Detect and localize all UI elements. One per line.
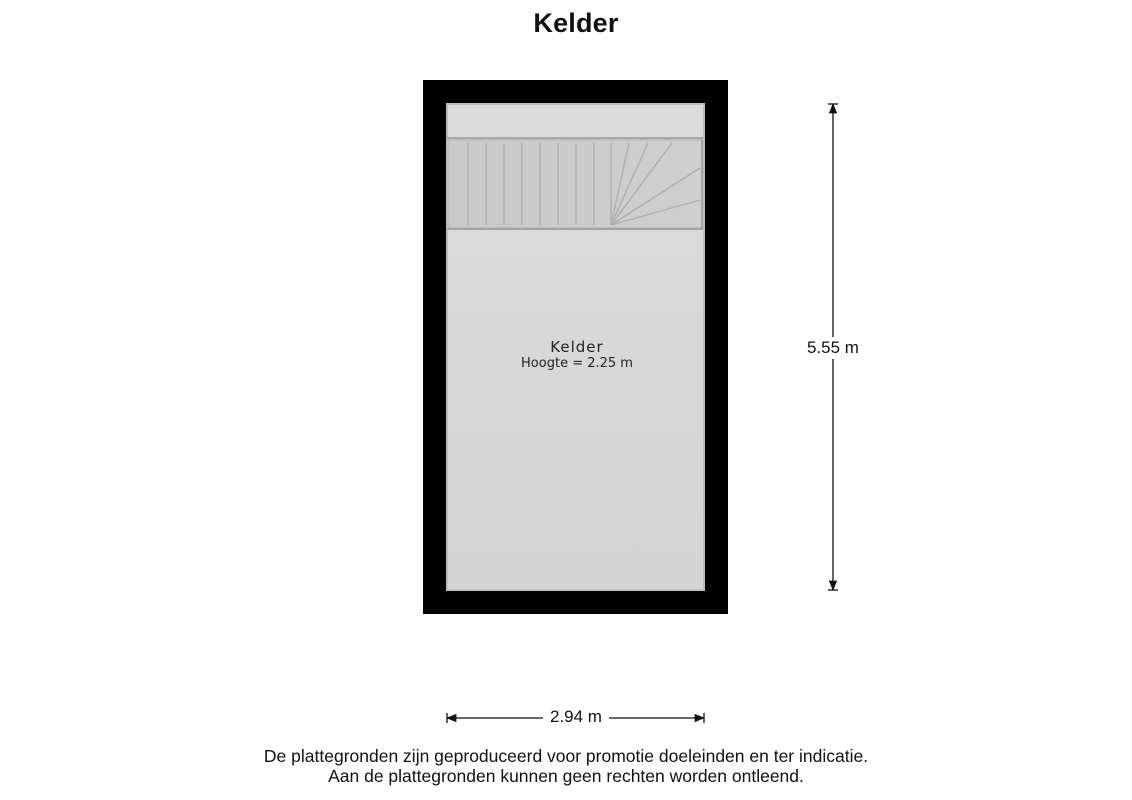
page-title: Kelder <box>533 8 619 38</box>
width-dimension-label: 2.94 m <box>543 707 609 727</box>
depth-dimension-label: 5.55 m <box>795 337 871 359</box>
room-name-label: Kelder <box>550 338 604 356</box>
room-height-label: Hoogte = 2.25 m <box>521 356 633 371</box>
disclaimer-line-1: De plattegronden zijn geproduceerd voor promotie doeleinden en ter indicatie. <box>263 746 869 766</box>
disclaimer <box>0 746 1132 786</box>
disclaimer-line-2: Aan de plattegronden kunnen geen rechten worden ontleend. <box>328 766 804 786</box>
staircase <box>447 138 703 230</box>
